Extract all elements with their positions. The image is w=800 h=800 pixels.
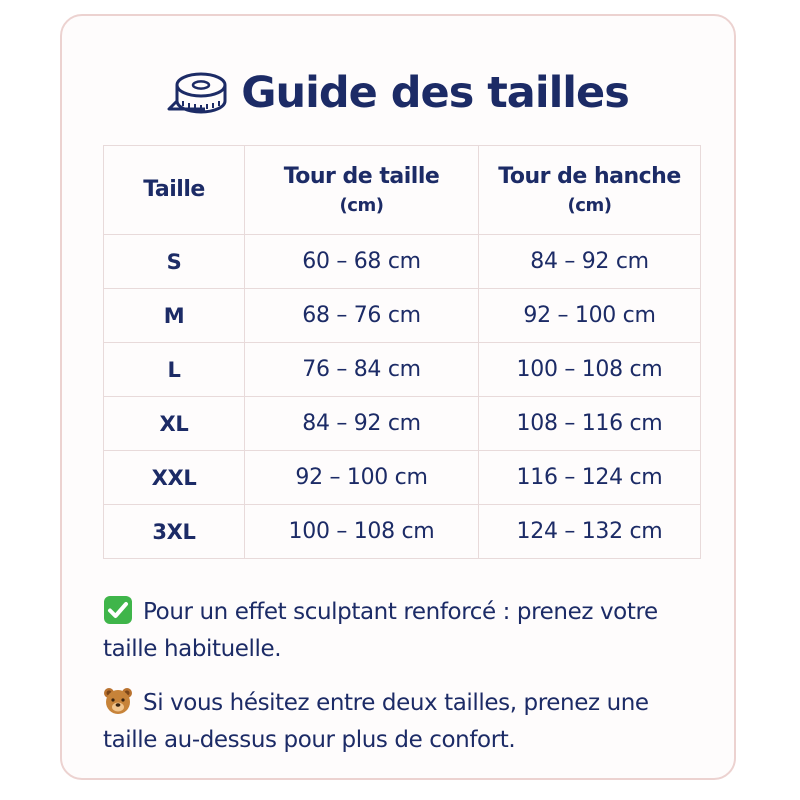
note-sculpting bbox=[103, 594, 703, 668]
size-cell: S bbox=[104, 235, 245, 289]
size-table bbox=[103, 145, 701, 559]
note-sculpting-text: Pour un effet sculptant renforcé : prenez votre taille habituelle. bbox=[103, 599, 658, 662]
waist-cell: 100 – 108 cm bbox=[245, 505, 479, 559]
size-cell: M bbox=[104, 289, 245, 343]
size-cell: XXL bbox=[104, 451, 245, 505]
column-header-hip-unit: (cm) bbox=[567, 194, 612, 216]
size-cell: XL bbox=[104, 397, 245, 451]
size-cell: 3XL bbox=[104, 505, 245, 559]
measuring-tape-icon bbox=[167, 71, 227, 115]
column-header-hip-label: Tour de hanche bbox=[498, 164, 681, 189]
hip-cell: 116 – 124 cm bbox=[479, 451, 701, 505]
table-row bbox=[104, 451, 701, 505]
table-row bbox=[104, 289, 701, 343]
waist-cell: 68 – 76 cm bbox=[245, 289, 479, 343]
hip-cell: 124 – 132 cm bbox=[479, 505, 701, 559]
column-header-waist-label: Tour de taille bbox=[283, 164, 440, 189]
column-header-size-label: Taille bbox=[143, 177, 205, 203]
size-guide-card bbox=[60, 14, 736, 780]
note-size-hesitation bbox=[103, 685, 703, 759]
bear-face-icon bbox=[103, 686, 133, 716]
table-row bbox=[104, 397, 701, 451]
size-cell: L bbox=[104, 343, 245, 397]
table-row bbox=[104, 235, 701, 289]
column-header-waist-unit: (cm) bbox=[339, 194, 384, 216]
column-header-size bbox=[104, 146, 245, 235]
table-row bbox=[104, 505, 701, 559]
column-header-waist bbox=[245, 146, 479, 235]
page-title: Guide des tailles bbox=[241, 68, 629, 118]
table-header-row bbox=[104, 146, 701, 235]
hip-cell: 92 – 100 cm bbox=[479, 289, 701, 343]
check-mark-icon bbox=[103, 595, 133, 625]
hip-cell: 108 – 116 cm bbox=[479, 397, 701, 451]
column-header-hip bbox=[479, 146, 701, 235]
hip-cell: 100 – 108 cm bbox=[479, 343, 701, 397]
waist-cell: 76 – 84 cm bbox=[245, 343, 479, 397]
waist-cell: 92 – 100 cm bbox=[245, 451, 479, 505]
waist-cell: 84 – 92 cm bbox=[245, 397, 479, 451]
note-size-hesitation-text: Si vous hésitez entre deux tailles, prenez une taille au-dessus pour plus de confort. bbox=[103, 690, 649, 753]
waist-cell: 60 – 68 cm bbox=[245, 235, 479, 289]
header bbox=[62, 68, 734, 118]
table-row bbox=[104, 343, 701, 397]
hip-cell: 84 – 92 cm bbox=[479, 235, 701, 289]
